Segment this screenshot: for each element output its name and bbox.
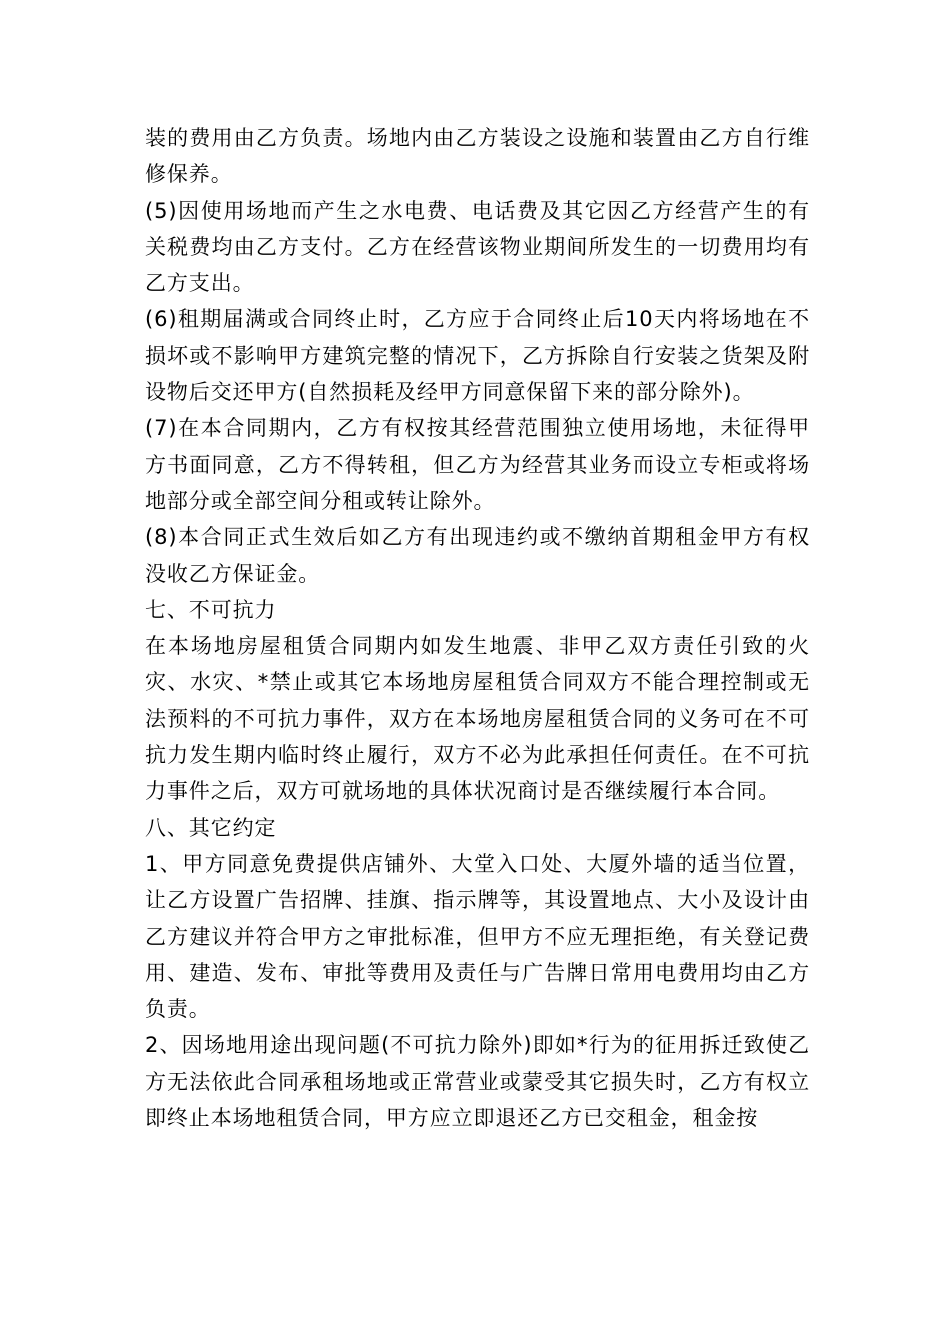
paragraph-force-majeure: 在本场地房屋租赁合同期内如发生地震、非甲乙双方责任引致的火灾、水灾、*禁止或其它本场地房屋租赁合同双方不能合理控制或无法预料的不可抗力事件，双方在本场地房屋租赁合同的义务可在不可抗力发生期内临时终止履行，双方不必为此承担任何责任。在不可抗力事件之后，双方可就场地的具体状况商讨是否继续履行本合同。 [145, 634, 810, 804]
document-body [145, 120, 810, 1136]
paragraph-other-2: 2、因场地用途出现问题(不可抗力除外)即如*行为的征用拆迁致使乙方无法依此合同承租场地或正常营业或蒙受其它损失时，乙方有权立即终止本场地租赁合同，甲方应立即退还乙方已交租金，租金按 [145, 1033, 810, 1131]
section-heading-other-agreements: 八、其它约定 [145, 815, 277, 840]
paragraph-clause-8: (8)本合同正式生效后如乙方有出现违约或不缴纳首期租金甲方有权没收乙方保证金。 [145, 525, 810, 586]
paragraph-clause-continuation: 装的费用由乙方负责。场地内由乙方装设之设施和装置由乙方自行维修保养。 [145, 126, 810, 187]
paragraph-clause-7: (7)在本合同期内，乙方有权按其经营范围独立使用场地，未征得甲方书面同意，乙方不得转租，但乙方为经营其业务而设立专柜或将场地部分或全部空间分租或转让除外。 [145, 416, 810, 513]
section-heading-force-majeure: 七、不可抗力 [145, 597, 277, 622]
paragraph-clause-5: (5)因使用场地而产生之水电费、电话费及其它因乙方经营产生的有关税费均由乙方支付。乙方在经营该物业期间所发生的一切费用均有乙方支出。 [145, 198, 810, 296]
paragraph-clause-6: (6)租期届满或合同终止时，乙方应于合同终止后10天内将场地在不损坏或不影响甲方建筑完整的情况下，乙方拆除自行安装之货架及附设物后交还甲方(自然损耗及经甲方同意保留下来的部分除外)。 [145, 307, 810, 405]
paragraph-other-1: 1、甲方同意免费提供店铺外、大堂入口处、大厦外墙的适当位置，让乙方设置广告招牌、挂旗、指示牌等，其设置地点、大小及设计由乙方建议并符合甲方之审批标准，但甲方不应无理拒绝，有关登记费用、建造、发布、审批等费用及责任与广告牌日常用电费用均由乙方负责。 [145, 851, 810, 1022]
